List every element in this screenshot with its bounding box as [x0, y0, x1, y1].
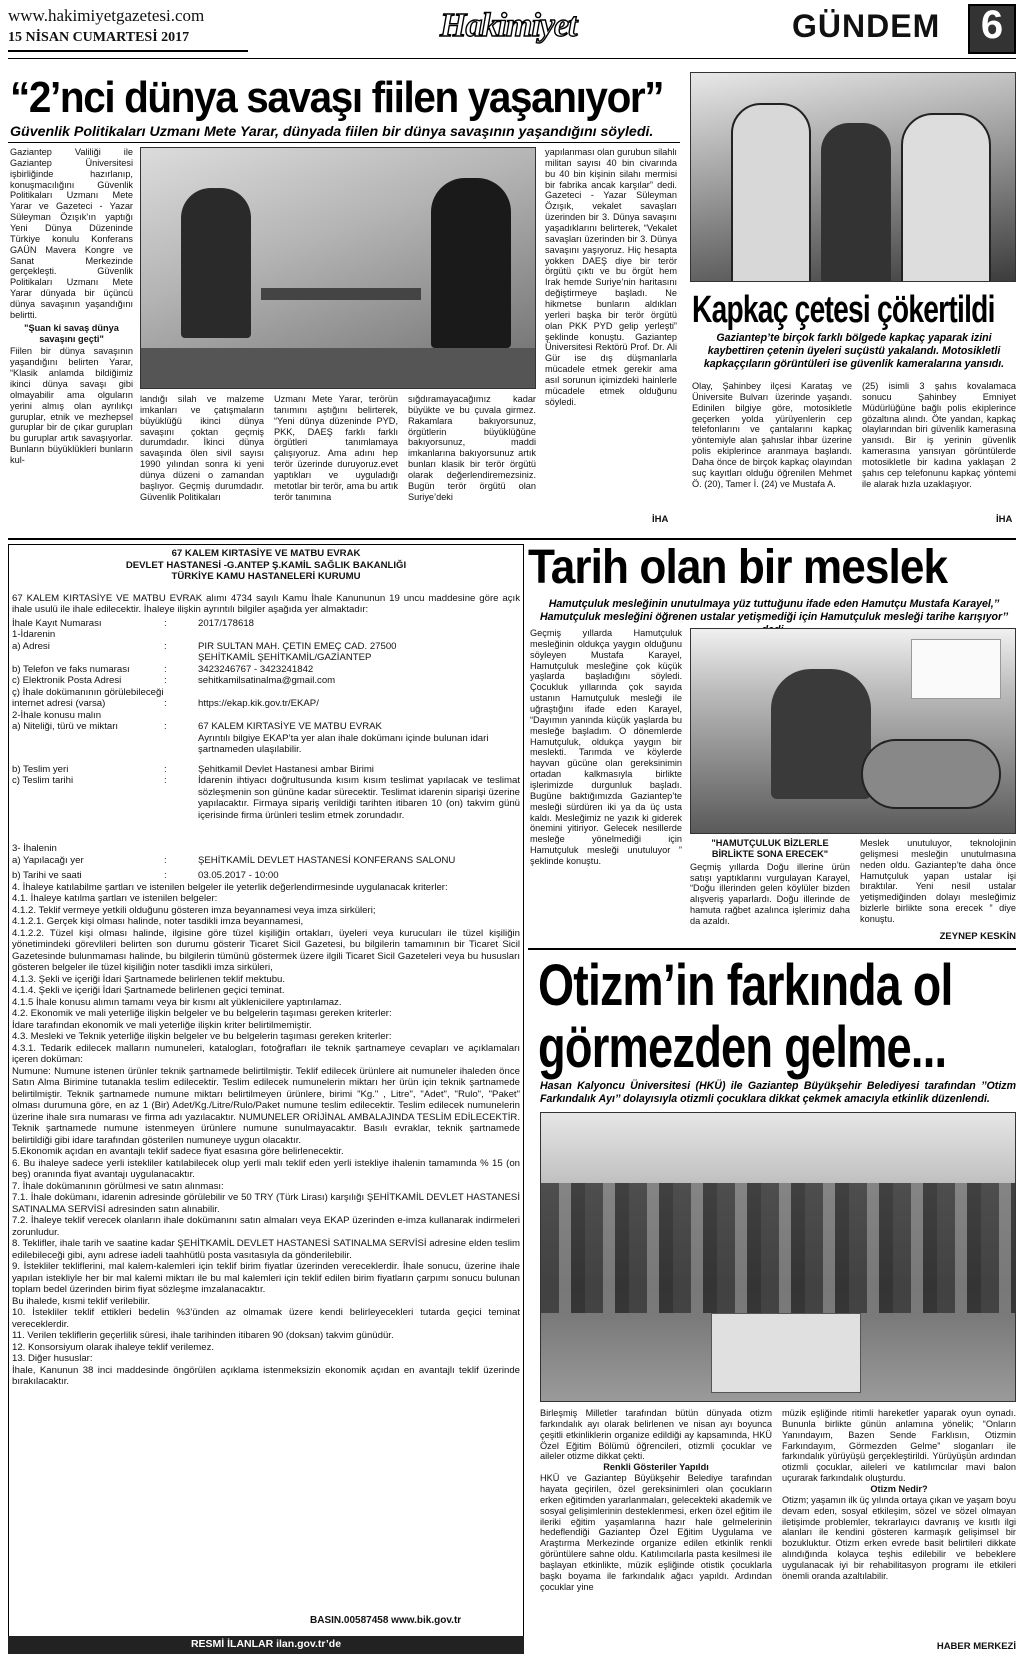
tender-nitelik: a) Niteliği, türü ve miktarı : 67 KALEM KIRTASİYE VE MATBU EVRAK — [12, 721, 382, 732]
otizm-headline-line2: görmezden gelme... — [538, 1015, 947, 1080]
kapkac-agency: İHA — [996, 514, 1013, 525]
tender-tarih-saat: b) Tarihi ve saati : 03.05.2017 - 10:00 — [12, 870, 279, 881]
tender-adres: a) Adresi : PIR SULTAN MAH. ÇETIN EMEÇ CAD. 27500 — [12, 640, 397, 652]
war-headline: “2’nci dünya savaşı fiilen yaşanıyor” — [10, 73, 664, 122]
tarih-byline: ZEYNEP KESKİN — [939, 931, 1016, 942]
war-col1-subhead: "Şuan ki savaş dünya savaşını geçti" — [24, 322, 119, 344]
otizm-col2-subhead: Otizm Nedir? — [870, 1484, 928, 1495]
tender-yapilacak-yer: a) Yapılacağı yer : ŞEHİTKAMİL DEVLET HASTANESİ KONFERANS SALONU — [12, 854, 456, 866]
masthead — [0, 0, 1024, 62]
otizm-headline-line1: Otizm’in farkında ol — [538, 953, 953, 1018]
war-col4: sığdıramayacağımız kadar büyükte ve bu çuvala girmez. Rakamlara bakıyorsunuz, örgütlerin büyüklüğüne bakıyorsunuz, maddi imkanlarına bakıyorsunuz artık bunları klasik bir terör örgütü olarak değerlendiremezsiniz. Bugün terör örgütü olan Suriye’deki — [408, 394, 536, 502]
otizm-col2: müzik eşliğinde ritimli hareketler yaparak oyun oynadı. Bununla birlikte günün anlamına yönelik; “Onların Yanındayım, Bazen Sende Farklısın, Otizmin Farkındayım, Görmezden Gelme” sloganları ile farkındalık yürüyüşü gerçekleştirildi. Yürüyüşün ardından otizmli çocuklar, aileleri ve katılımcılar mavi balon uçurarak farkındalık oluşturdu. Otizm Nedir? Otizm; yaşamın ilk üç yılında ortaya çıkan ve yaşam boyu devam eden, sosyal etkileşim, sözel ve sözel olmayan iletişimde problemler, tekrarlayıcı davranış ve kısıtlı ilgi alanları ile kendini gösteren karmaşık gelişimsel bir bozukluktur. Otizm erken evrede basit belirtileri dikkate alındığında kolayca teşhis edilebilir ve bebeklere uygulanacak iyi bir rehabilitasyon programı ile etkileri önemli oranda azaltılabilir. — [782, 1408, 1016, 1581]
tender-kayit: İhale Kayıt Numarası : 2017/178618 — [12, 617, 255, 629]
conference-photo — [140, 147, 536, 389]
tender-teslim-tarihi: c) Teslim tarihi : İdarenin ihtiyacı doğrultusunda kısım kısım teslimat yapılacak ve teslimat sözleşmenin son gününe kadar sürecektir. Teslimat idarenin siparişi üzerine yapılacaktır. Firmaya sipariş verildiği tarihten itibaren 10 (on) takvim günü içerisinde firma ürünleri teslim etmek zorundadır. — [12, 775, 520, 821]
kapkac-col1: Olay, Şahinbey ilçesi Karataş ve Üniversite Bulvarı üzerinde yaşandı. Edinilen bilgiye göre, motosikletle geçerken yolda yürüyenlerin cep telefonlarını ve çantalarını kapkaç yöntemiyle alan şahıslar ihbar üzerine polis ekiplerince aranmaya başlandı. Daha önce de birçok kapkaç olayından suç kayıtları olduğu öğrenilen Mehmet Ö. (20), Tamer İ. (24) ve Mustafa A. — [692, 381, 852, 489]
newspaper-logo: Hakimiyet — [440, 7, 577, 44]
war-subhead: Güvenlik Politikaları Uzmanı Mete Yarar, dünyada fiilen bir dünya savaşının yaşandığını söyledi. — [10, 124, 654, 140]
otizm-subhead: Hasan Kalyoncu Üniversitesi (HKÜ) ile Gaziantep Büyükşehir Belediyesi tarafından ’’Otizm Farkındalık Ayı’’ dolayısıyla otizmli çocuklara dikkat çekmek amacıyla etkinlik düzenlendi. — [540, 1080, 1016, 1105]
section-title: GÜNDEM — [792, 8, 941, 44]
tender-header2: DEVLET HASTANESİ -G.ANTEP Ş.KAMİL SAĞLIK BAKANLIĞI — [125, 559, 407, 571]
tarih-col2-subhead: "HAMUTÇULUK BİZLERLE BİRLİKTE SONA ERECEK" — [711, 838, 829, 859]
war-col1: Gaziantep Valiliği ile Gaziantep Üniversitesi işbirliğinde hazırlanıp, konuşmacılığını Güvenlik Politikaları Uzmanı Mete Yarar ve Gazeteci - Yazar Süleyman Özışık’ın yaptığı Yeni Dünya Düzeninde Türkiye konulu Konferans GAÜN Mavera Kongre ve Sanat Merkezinde gerçekleşti. Güvenlik Politikaları Uzmanı Mete Yarar dünyada bir üçüncü dünya savaşının yaşandığını belirtti. "Şuan ki savaş dünya savaşını geçti" Fiilen bir dünya savaşının yaşandığını belirten Yarar, “Klasik anlamda bildiğimiz ikinci dünya savaşı gibi olmayabilir ama olguların yerini almış olan ayrılıkçı guruplar, etnik ve mezhepsel guruplar bir de çıkar gurupları bu guruplar artık savaşıyorlar. Bunların büyüklükleri bunların kul- — [10, 147, 133, 466]
issue-date: 15 NİSAN CUMARTESİ 2017 — [8, 30, 190, 45]
kapkac-subhead: Gaziantep’te birçok farklı bölgede kapkaç yaparak izini kaybettiren çetenin üyeleri suçüstü yakalandı. Motosikletli kapkaççıların görüntüleri ise güvenlik kameralarına yansıdı. — [703, 332, 1005, 370]
tender-dokuman: internet adresi (varsa) : https://ekap.kik.gov.tr/EKAP/ — [12, 698, 319, 709]
tender-teslim-yeri: b) Teslim yeri : Şehitkamil Devlet Hastanesi ambar Birimi — [12, 763, 374, 775]
tender-header1: 67 KALEM KIRTASİYE VE MATBU EVRAK — [171, 548, 361, 559]
autism-event-photo — [540, 1112, 1016, 1402]
war-col3: Uzmanı Mete Yarar, terörün tanımını aştığını belirterek, “Yeni dünya düzeninde PYD, PKK, DAEŞ farklı farklı örgütleri tanımlamaya çalışıyoruz. Ama adını hep terör üzerinde duruyoruz.evet yaptıkları ve uyguladığı metotlar bir terör, ama bu artık terör tanımına — [274, 394, 398, 502]
war-col2: landığı silah ve malzeme imkanları ve çatışmaların büyüklüğü ikinci dünya savaşını çoktan geçmiş durumdadır. İkinci dünya savaşında ölen sivil sayısı 1990 yılından sonra ki yeni dünya düzeni o zamandan başlıyor. Geçmiş durumdadır. Güvenlik Politikaları — [140, 394, 264, 502]
tarih-subhead: Hamutçuluk mesleğinin unutulmaya yüz tuttuğunu ifade eden Hamutçu Mustafa Karayel,’’ Hamutçuluk mesleğini öğrenen ustalar yetişmediği için Hamutçuluk mesleği tarihe karışıyor’’ — [539, 598, 1009, 623]
otizm-col1: Birleşmiş Milletler tarafından bütün dünyada otizm farkındalık ayı olarak belirlenen ve nisan ayı boyunca çeşitli etkinliklerin organize edildiği ay kapsamında, HKÜ Özel Eğitim Bölümü öğrencileri, otizmli çocuklar ve aileler otizme dikkat çekti. Renkli Gösteriler Yapıldı HKÜ ve Gaziantep Büyükşehir Belediye tarafından hayata geçirilen, özel gereksinimleri olan çocukların erken eğitimden yararlanmaları, gelecekteki akademik ve sosyal gelişimlerinin desteklenmesi, erken özel eğitim ile ileriki eğitim yaşamlarına hazır hale gelmelerinin hedeflendiği Gaziantep Özel Eğitim Uygulama ve Araştırma Merkezinde organize edilen etkinlik renkli görüntülere sahne oldu. Katılımcılarla pasta kesilmesi ile başlayan etkinlikte, müzik eşliğinde otistik çocuklarla başkı boyama ile farkındalık ağacı yapıldı. Ardından çocuklar yine — [540, 1408, 772, 1592]
otizm-byline: HABER MERKEZİ — [936, 1641, 1016, 1652]
tender-footer: RESMİ İLANLAR ilan.gov.tr’de — [190, 1638, 342, 1650]
tarih-col3: Meslek unutuluyor, teknolojinin gelişmesi mesleğin unutulmasına neden oldu. Gaziantep’te daha önce Hamutçuluk yapan ustalar işi bıraktılar. Yeni nesil ustalar yetişmediğinden dolayı mesleğimiz bizlerle birlikte sona erecek ” diye konuştu. — [860, 838, 1016, 925]
war-agency: İHA — [652, 514, 669, 525]
website: www.hakimiyetgazetesi.com — [8, 6, 205, 25]
tender-basin: BASIN.00587458 www.bik.gov.tr — [310, 1615, 462, 1626]
tender-email: c) Elektronik Posta Adresi : sehitkamilsatinalma@gmail.com — [12, 675, 336, 686]
kapkac-col2: (25) isimli 3 şahıs kovalamaca sonucu Şahinbey Emniyet Müdürlüğüne bağlı polis ekiplerince gözaltına alındı. Öte yandan, kapkaç olaylarından biri güvenlik kamerasına yansıdı. Bir iş yerinin güvenlik kamerasına yansıyan görüntülerde motosikletle bir kadına yaklaşan 2 şahıs cep telefonunu kapkaç yöntemi ile alarak hızla uzaklaşıyor. — [862, 381, 1016, 489]
tender-notice: 67 KALEM KIRTASİYE VE MATBU EVRAK DEVLET HASTANESİ -G.ANTEP Ş.KAMİL SAĞLIK BAKANLIĞI TÜRKİYE KAMU HASTANELERİ KURUMU 67 KALEM KIRTASİYE VE MATBU EVRAK alımı 4734 sayılı Kamu İhale Kanununun 19 uncu maddesine göre açık ihale usulü ile ihale edilecektir. İhaleye ilişkin ayrıntılı bilgiler aşağıda yer almaktadır: İhale Kayıt Numarası : 2017/178618 1-İdarenin a) Adresi : PIR SULTAN MAH. ÇETIN EMEÇ CAD. 27500 ŞEHİTKAMİL ŞEHİTKAMİL/GAZİANTEP b) Telefon ve faks numarası : 3423246767 - 3423241842 c) Elektronik Posta Adresi : sehitkamilsatinalma@gmail.com ç) İhale dokümanının görülebileceği internet adresi (varsa) : https://ekap.kik.gov.tr/EKAP/ 2-İhale konusu malın a) Niteliği, türü ve miktarı : 67 KALEM KIRTASİYE VE MATBU EVRAK Ayrıntılı bilgiye EKAP’ta yer alan ihale dokümanı içinde bulunan idari şartnameden ulaşılabilir. b) Teslim yeri : Şehitkamil Devlet Hastanesi ambar Birimi c) Teslim tarihi : İdarenin ihtiyacı doğrultusunda kısım kısım teslimat yapılacak ve teslimat sözleşmenin son gününe kadar sürecektir. Teslimat idarenin siparişi üzerine yapılacaktır. Firmaya sipariş verildiği tarihten itibaren 10 (on) takvim günü içerisinde firma ürünleri teslim etmek zorundadır. 3- İhalenin a) Yapılacağı yer : ŞEHİTKAMİL DEVLET HASTANESİ KONFERANS SALONU b) Tarihi ve saati : 03.05.2017 - 10:00 4. İhaleye katılabilme şartları ve istenilen belgeler ile yeterlik değerlendirmesinde uygulanacak kriterler: 4.1. İhaleye katılma şartları ve istenilen belgeler: 4.1.2. Teklif vermeye yetkili olduğunu gösteren imza beyannamesi veya imza sirküleri; 4.1.2.1. Gerçek kişi olması halinde, noter tasdikli imza beyannamesi, 4.1.2.2. Tüzel kişi olması halinde, ilgisine göre tüzel kişiliğin ortakları, üyeleri veya kurucuları ile tüzel kişiliğin yönetimindeki görevlileri belirten son durumu gösterir Ticaret Sicil Gazetesi, bu bilgilerin tamamının bir Ticaret Sicil Gazetesinde bulunmaması halinde, bu bilgilerin tümünü göstermek üzere ilgili Ticaret Sicil Gazeteleri veya bu hususları gösteren belgeler ile tüzel kişiliğin noter tasdikli imza sirküleri, 4.1.3. Şekli ve içeriği İdari Şartnamede belirlenen teklif mektubu. 4.1.4. Şekli ve içeriği İdari Şartnamede belirlenen geçici teminat. 4.1.5 İhale konusu alımın tamamı veya bir kısmı alt yüklenicilere yaptırılamaz. 4.2. Ekonomik ve mali yeterliğe ilişkin belgeler ve bu belgelerin taşıması gereken kriterler: İdare tarafından ekonomik ve mali yeterliğe ilişkin kriter belirtilmemiştir. 4.3. Mesleki ve Teknik yeterliğe ilişkin belgeler ve bu belgelerin taşıması gereken kriterler: 4.3.1. Tedarik edilecek malların numuneleri, katalogları, fotoğrafları ile teknik şartnameye cevapları ve açıklamaları içeren doküman: Numune: Numune istenen ürünler teknik şartnamede belirtilmiştir. Teklif edilecek ürünlere ait numuneler ihaleden önce Satın Alma Birimine tutanakla teslim edilecektir. Teslim edilecek numunelerin miktarı her ürün için teknik şartnamede belirtilmiştir. Teknik şartnamede numune miktarı belirtilmeyen ürünlere, birimi "Kg." , Litre", "Adet", "Rulo", "Paket" olması durumuna göre, en az 1 (Bir) Adet/Kg./Litre/Rulo/Paket numune teslim edilecektir. Teslim edilecek numunelerin üzerine ihale sıra numarası ve firma adı yazılacaktır. NUMUNELER ORİJİNAL AMBALAJINDA TESLİM EDİLECEKTİR. Teknik şartnamede numune istenmeyen ürünlere numune sunulmayacaktır. Basılı evraklar, teknik şartnamede belirtildiği gibi idare tarafından gösterilen numuneye uygun olacaktır. 5.Ekonomik açıdan en avantajlı teklif sadece fiyat esasına göre belirlenecektir. 6. Bu ihaleye sadece yerli istekliler katılabilecek olup yerli malı teklif eden yerli istekliye ihalenin tamamında % 15 (on beş) oranında fiyat avantajı uygulanacaktır. 7. İhale dokümanının görülmesi ve satın alınması: 7.1. İhale dokümanı, idarenin adresinde görülebilir ve 50 TRY (Türk Lirası) karşılığı ŞEHİTKAMİL DEVLET HASTANESİ SATINALMA SERVİSİ adresinden satın alınabilir. 7.2. İhaleye teklif verecek olanların ihale dokümanını satın almaları veya EKAP üzerinden e-imza kullanarak indirmeleri zorunludur. 8. Teklifler, ihale tarih ve saatine kadar ŞEHİTKAMİL DEVLET HASTANESİ SATINALMA SERVİSİ adresine elden teslim edilebileceği gibi, aynı adrese iadeli taahhütlü posta vasıtasıyla da gönderilebilir. 9. İstekliler tekliflerini, mal kalem-kalemleri için teklif birim fiyatlar üzerinden vereceklerdir. İhale sonucu, üzerine ihale yapılan istekliyle her bir mal kalemi miktarı ile bu mal kalemleri için teklif edilen birim fiyatların çarpımı sonucu bulunan toplam bedel üzerinden birim fiyat sözleşme imzalanacaktır. Bu ihalede, kısmi teklif verilebilir. 10. İstekliler teklif ettikleri bedelin %3’ünden az olmamak üzere kendi belirleyecekleri tutarda geçici teminat vereceklerdir. 11. Verilen tekliflerin geçerlilik süresi, ihale tarihinden itibaren 90 (doksan) takvim günüdür. 12. Konsorsiyum olarak ihaleye teklif verilemez. 13. Diğer hususlar: İhale, Kanunun 38 inci maddesinde öngörülen açıklama istenmeksizin ekonomik açıdan en avantajlı teklif üzerinde bırakılacaktır. — [12, 548, 520, 1387]
tarih-col2: "HAMUTÇULUK BİZLERLE BİRLİKTE SONA ERECEK" Geçmiş yıllarda Doğu illerine ürün satışı yaptıklarını vurgulayan Karayel, “Doğu illerinden gelen köylüler bizden alışveriş yaparlardı. Doğu illerinde de hamuta rağbet azalınca işlerimiz daha da azaldı. — [690, 838, 850, 927]
otizm-col1-subhead: Renkli Gösteriler Yapıldı — [603, 1462, 709, 1473]
craftsman-photo — [690, 628, 1016, 834]
tender-header3: TÜRKİYE KAMU HASTANELERİ KURUMU — [171, 571, 361, 582]
tender-telefon: b) Telefon ve faks numarası : 3423246767 - 3423241842 — [12, 663, 314, 675]
arrest-photo — [690, 72, 1016, 282]
page-number: 6 — [980, 3, 1004, 47]
kapkac-headline: Kapkaç çetesi çökertildi — [692, 289, 995, 331]
war-col5: yapılanması olan gurubun silahlı militan sayısı 40 bin civarında bu 40 bin kişinin silahı mermisi bir fabrika ancak karşılar” dedi. Gazeteci - Yazar Süleyman Özışık, vekalet savaşları üzerinden bir 3. Dünya savaşını yaşadıklarını belirterek, “Vekalet savaşları üzerinden bir 3. Dünya savaşını yaşıyoruz. Hiç hesapta yokken DAEŞ diye bir terör örgütü çıktı ve bu örgüt hem Irak hemde Suriye’nin haritasını değiştirmeye başladı. Ne hikmetse bunların aldıkları yerleri başka bir terör örgütü olan PKK PYD gelip yerleşti” şeklinde konuştu. Gaziantep Üniversitesi Rektörü Prof. Dr. Ali Gür ise dış düşmanlarla mücadele etmek gerekir ama asıl sorunun içimizdeki hainlerle mücadele etmek olduğunu söyledi. — [545, 147, 677, 407]
tender-intro: 67 KALEM KIRTASİYE VE MATBU EVRAK alımı 4734 sayılı Kamu İhale Kanununun 19 uncu maddesine göre açık ihale usulü ile ihale edilecektir. İhaleye ilişkin ayrıntılı bilgiler aşağıda yer almaktadır: — [12, 592, 520, 615]
tarih-headline: Tarih olan bir meslek — [528, 541, 948, 594]
tender-body: 4. İhaleye katılabilme şartları ve istenilen belgeler ile yeterlik değerlendirmesinde uygulanacak kriterler: 4.1. İhaleye katılma şartları ve istenilen belgeler: 4.1.2. Teklif vermeye yetkili olduğunu gösteren imza beyannamesi veya imza sirküleri; 4.1.2.1. Gerçek kişi olması halinde, noter tasdikli imza beyannamesi, 4.1.2.2. Tüzel kişi olması halinde, ilgisine göre tüzel kişiliğin ortakları, üyeleri veya kurucuları ile tüzel kişiliğin yönetimindeki görevlileri belirten son durumu gösterir Ticaret Sicil Gazetesi, bu bilgilerin tamamının bir Ticaret Sicil Gazetesinde bulunmaması halinde, bu bilgilerin tümünü göstermek üzere ilgili Ticaret Sicil Gazeteleri veya bu hususları gösteren belgeler ile tüzel kişiliğin noter tasdikli imza sirküleri, 4.1.3. Şekli ve içeriği İdari Şartnamede belirlenen teklif mektubu. 4.1.4. Şekli ve içeriği İdari Şartnamede belirlenen geçici teminat. 4.1.5 İhale konusu alımın tamamı veya bir kısmı alt yüklenicilere yaptırılamaz. 4.2. Ekonomik ve mali yeterliğe ilişkin belgeler ve bu belgelerin taşıması gereken kriterler: İdare tarafından ekonomik ve mali yeterliğe ilişkin kriter belirtilmemiştir. 4.3. Mesleki ve Teknik yeterliğe ilişkin belgeler ve bu belgelerin taşıması gereken kriterler: 4.3.1. Tedarik edilecek malların numuneleri, katalogları, fotoğrafları ile teknik şartnameye cevapları ve açıklamaları içeren doküman: Numune: Numune istenen ürünler teknik şartnamede belirtilmiştir. Teklif edilecek ürünlere ait numuneler ihaleden önce Satın Alma Birimine tutanakla teslim edilecektir. Teslim edilecek numunelerin miktarı her ürün için teknik şartnamede belirtilmiştir. Teknik şartnamede numune miktarı belirtilmeyen ürünlere, birimi "Kg." , Litre", "Adet", "Rulo", "Paket" olması durumuna göre, en az 1 (Bir) Adet/Kg./Litre/Rulo/Paket numune teslim edilecektir. Teslim edilecek numunelerin üzerine ihale sıra numarası ve firma adı yazılacaktır. NUMUNELER ORİJİNAL AMBALAJINDA TESLİM EDİLECEKTİR. Teknik şartnamede numune istenmeyen ürünlere numune sunulmayacaktır. Basılı evraklar, teknik şartnamede belirtildiği gibi idare tarafından gösterilen numuneye uygun olacaktır. 5.Ekonomik açıdan en avantajlı teklif sadece fiyat esasına göre belirlenecektir. 6. Bu ihaleye sadece yerli istekliler katılabilecek olup yerli malı teklif eden yerli istekliye ihalenin tamamında % 15 (on beş) oranında fiyat avantajı uygulanacaktır. 7. İhale dokümanının görülmesi ve satın alınması: 7.1. İhale dokümanı, idarenin adresinde görülebilir ve 50 TRY (Türk Lirası) karşılığı ŞEHİTKAMİL DEVLET HASTANESİ SATINALMA SERVİSİ adresinden satın alınabilir. 7.2. İhaleye teklif verecek olanların ihale dokümanını satın almaları veya EKAP üzerinden e-imza kullanarak indirmeleri zorunludur. 8. Teklifler, ihale tarih ve saatine kadar ŞEHİTKAMİL DEVLET HASTANESİ SATINALMA SERVİSİ adresine elden teslim edilebileceği gibi, aynı adrese iadeli taahhütlü posta vasıtasıyla da gönderilebilir. 9. İstekliler tekliflerini, mal kalem-kalemleri için teklif birim fiyatlar üzerinden vereceklerdir. İhale sonucu, üzerine ihale yapılan istekliyle her bir mal kalemi miktarı ile bu mal kalemleri için teklif edilen birim fiyatların çarpımı sonucu bulunan toplam bedel üzerinden birim fiyat sözleşme imzalanacaktır. Bu ihalede, kısmi teklif verilebilir. 10. İstekliler teklif ettikleri bedelin %3’ünden az olmamak üzere kendi belirleyecekleri tutarda geçici teminat vereceklerdir. 11. Verilen tekliflerin geçerlilik süresi, ihale tarihinden itibaren 90 (doksan) takvim günüdür. 12. Konsorsiyum olarak ihaleye teklif verilemez. 13. Diğer hususlar: İhale, Kanunun 38 inci maddesinde öngörülen açıklama istenmeksizin ekonomik açıdan en avantajlı teklif üzerinde bırakılacaktır. — [12, 881, 520, 1387]
tarih-col1: Geçmiş yıllarda Hamutçuluk mesleğinin oldukça yaygın olduğunu söyleyen Mustafa Karayel, Hamutçuluk mesleğine çok küçük yaşlarda başladığını söyledi. Çocukluk yıllarında çok sayıda ustanın Hamutçuluk mesleği ile uğraştığını ifade eden Karayel, “Dayımın yanında küçük yaşlarda bu mesleğe başladım. O dönemlerde Hamutçuluk, oldukça yaygın bir meslekti. Tarımda ve köylerde hayvan gücüne olan gereksinimin ortadan kalkmasıyla birlikte işlerimizde durgunluk başladı. Bugüne baktığımızda Gaziantep’te mesleği sürdüren iki ya da üç usta kaldı. Mesleğimiz ne yazık ki giderek önemini yitiriyor. Gelecek nesillerde mesleğe yönelmediği için Hamutçuluk mesleği unutuluyor ” şeklinde konuştu. — [530, 628, 682, 867]
